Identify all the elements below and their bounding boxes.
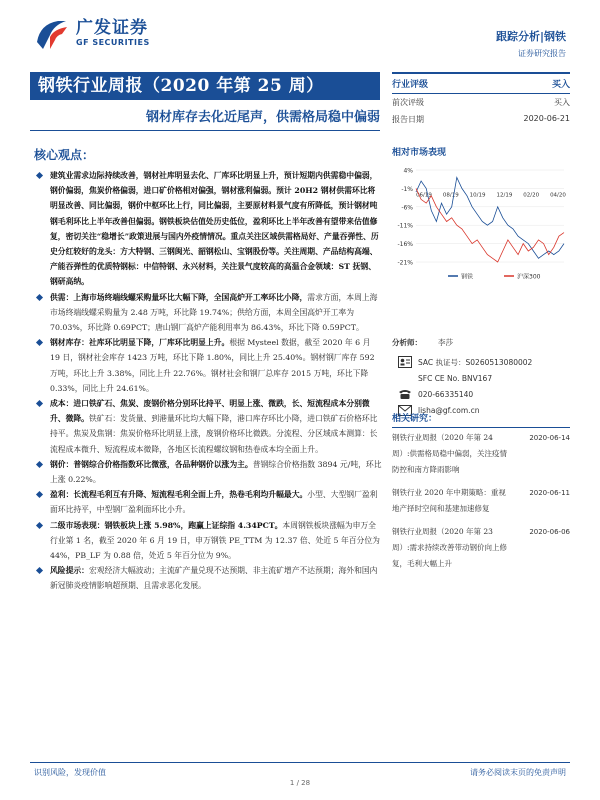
bullet-body: 铁矿石：发货量、到港量环比均大幅下降，港口库存环比小降，进口铁矿石价格环比持平。焦炭及焦钢：焦炭价格环比明显上涨，废钢价格环比微跌。分流程、分区域成本测算：长流程成本微升、短流程成本微降，各地区长流程螺纹钢和热卷成本均全面上升。 [50, 414, 378, 454]
bullet-cost [36, 396, 382, 457]
core-points-title: 核心观点： [34, 148, 95, 162]
page-title: 钢铁行业周报（2020 年第 25 周） [30, 72, 380, 100]
analyst-name: 李莎 [438, 337, 453, 347]
bullet-head: 二级市场表现：钢铁板块上涨 5.98%，跑赢上证综指 4.34PCT。 [50, 520, 283, 530]
related-item-title: 钢铁行业周报（2020 年第 24 周）:供需格局稳中偏弱，关注疫情防控和南方降雨影响 [392, 433, 508, 474]
bullet-head: 供需：上海市场终端线螺采购量环比大幅下降，全国高炉开工率环比小降， [50, 292, 308, 302]
y-tick-label: -16% [397, 241, 413, 249]
report-date-value: 2020-06-21 [523, 114, 570, 123]
y-tick-label: -6% [401, 204, 413, 212]
y-tick-label: -21% [397, 259, 413, 267]
bullet-body: 小型、大型钢厂盈利面环比持平，中型钢厂盈利面环比小升。 [50, 490, 378, 515]
logo-english: GF SECURITIES [76, 38, 150, 47]
bullet-head: 盈利：长流程毛利互有升降、短流程毛利全面上升，热卷毛利均升幅最大。 [50, 490, 308, 500]
phone-icon [392, 388, 418, 400]
performance-title: 相对市场表现 [392, 148, 447, 158]
bullet-head: 钢价：普钢综合价格指数环比微涨，各品种钢价以涨为主。 [50, 459, 253, 469]
footer-slogan: 识别风险，发现价值 [34, 768, 106, 777]
related-research-list [392, 430, 570, 579]
bullet-supply-demand [36, 290, 382, 336]
bullet-body: 需求方面，本周上海市场终端线螺采购量为 2.48 万吨，环比降 19.74%；供给方面，本周全国高炉开工率为 70.03%，环比降 0.69PCT；唐山钢厂高炉产能利用率为 86.43%，环比下降 0.59PCT。 [50, 292, 378, 333]
bullet-summary [36, 168, 382, 290]
related-item-title: 钢铁行业 2020 年中期策略：重视地产择时空间和基建加速修复 [392, 488, 506, 513]
analyst-block [392, 334, 570, 418]
core-points-list [36, 168, 382, 594]
prev-rating-label: 前次评级 [392, 98, 424, 107]
series-line-钢铁 [416, 177, 564, 258]
rating-label: 行业评级 [392, 80, 429, 90]
y-tick-label: -1% [401, 185, 413, 193]
page-number: 1 / 28 [289, 779, 311, 787]
footer-disclaimer: 请务必阅读末页的免责声明 [470, 768, 566, 777]
legend-label: 钢铁 [461, 273, 474, 281]
sac-number: SAC 执证号：S0260513080002 [418, 357, 533, 367]
bullet-head: 成本：进口铁矿石、焦炭、废钢价格分别环比持平、明显上涨、微跌，长、短流程成本分别微升、微降。 [50, 399, 370, 424]
bullet-body: 宏观经济大幅波动；主流矿产量兑现不达预期、非主流矿增产不达预期；海外和国内新冠肺炎疫情影响超预期、且需求恶化发展。 [50, 566, 378, 591]
page-subtitle: 钢材库存去化近尾声，供需格局稳中偏弱 [145, 110, 380, 125]
analyst-email[interactable]: lisha@gf.com.cn [418, 405, 480, 415]
related-item[interactable] [392, 485, 570, 517]
id-card-icon [392, 356, 418, 368]
analyst-label: 分析师： [392, 337, 422, 347]
related-item[interactable] [392, 524, 570, 572]
report-date-label: 报告日期 [392, 115, 424, 124]
relative-performance-chart [392, 162, 572, 287]
bullet-body: 根据 Mysteel 数据，截至 2020 年 6 月 19 日，钢材社会库存 1423 万吨，环比下降 1.80%，同比上升 25.40%。钢材钢厂库存 592 万吨，环比上升 3.38%，同比上升 22.76%。钢材社会和钢厂总库存 2015 万吨，环比下降 0.33%，同比上升 24.61%。 [50, 338, 375, 393]
bullet-price [36, 457, 382, 487]
x-tick-label: 08/19 [442, 192, 459, 199]
title-divider [30, 130, 380, 131]
bullet-body: 普钢综合价格指数 3894 元/吨，环比上涨 0.22%。 [50, 459, 382, 485]
sfc-number: SFC CE No. BNV167 [418, 373, 493, 383]
bullet-body: 本周钢铁板块涨幅为申万全行业第 1 名，截至 2020 年 6 月 19 日，申万钢铁 PE_TTM 为 12.37 倍、处近 5 年百分位为 44%，PB_LF 为 0.88 倍，处近 5 年百分位为 9%。 [50, 520, 380, 561]
logo-chinese: 广发证券 [76, 18, 148, 38]
y-tick-label: -11% [397, 222, 413, 230]
analyst-phone: 020-66335140 [418, 389, 474, 399]
related-research-title: 相关研究： [392, 411, 570, 428]
bullet-profit [36, 487, 382, 517]
bullet-risk [36, 563, 382, 593]
related-item[interactable] [392, 430, 570, 478]
x-tick-label: 04/20 [550, 192, 566, 199]
related-item-date: 2020-06-06 [529, 528, 570, 536]
bullet-head: 建筑业需求边际持续改善，钢材社库明显去化、厂库环比明显上升，预计短期内供需稳中偏弱，钢价偏弱，焦炭价格偏弱，进口矿价格相对偏强，钢材涨利偏弱。预计 20H2 钢材供需环比将明显改善、同比偏弱，钢价中枢环比上行，同比偏弱，主要原材料景气度有所降低，预计钢材吨钢毛利环比上半年改善但偏弱。钢铁板块估值处历史低位，盈利环比上半年改善有望带来估值修复，密切关注“稳增长”政策进展与国内外疫情情况。重点关注区域供需格局好、产量吞弹性、历史分红较好的龙头：方大特钢、三钢闽光、韶钢松山、宝钢股份等。关注周期、产品结构高端、产能吞弹性的优质特钢标：中信特钢、永兴材料，关注景气度较高的高温合金领域：ST 抚钢、钢研高纳。 [50, 171, 379, 287]
x-tick-label: 02/20 [523, 192, 540, 199]
related-item-date: 2020-06-14 [529, 434, 570, 442]
y-tick-label: 4% [403, 167, 413, 175]
prev-rating-value: 买入 [554, 98, 570, 107]
bullet-head: 风险提示： [50, 566, 89, 576]
footer-divider [30, 762, 570, 763]
legend-label: 沪深300 [517, 273, 541, 281]
rating-box [392, 72, 570, 128]
company-logo [34, 18, 150, 52]
related-item-title: 钢铁行业周报（2020 年第 23 周）:需求持续改善带动钢价向上修复，毛利大幅上升 [392, 527, 508, 568]
report-type: 证券研究报告 [518, 49, 566, 58]
bullet-market [36, 518, 382, 564]
related-item-date: 2020-06-11 [529, 489, 570, 497]
x-tick-label: 10/19 [469, 192, 486, 199]
bullet-head: 钢材库存：社库环比明显下降，厂库环比明显上升。 [50, 338, 230, 348]
breadcrumb: 跟踪分析|钢铁 [495, 30, 566, 43]
gf-logo-icon [34, 18, 70, 52]
x-tick-label: 12/19 [496, 192, 513, 199]
rating-value: 买入 [551, 80, 570, 90]
x-tick-label: 06/19 [416, 192, 432, 199]
bullet-inventory [36, 335, 382, 396]
